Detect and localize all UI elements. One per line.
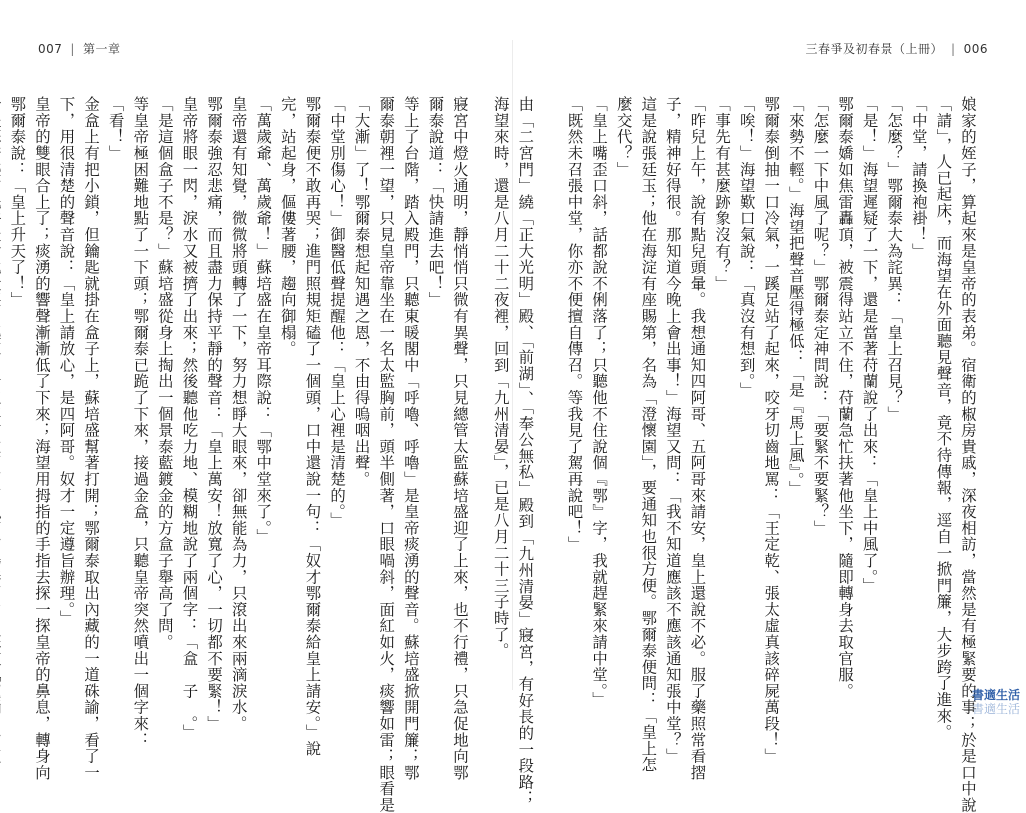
text-column: 「中堂，請換袍褂！」	[909, 96, 928, 259]
page-number: 007	[38, 42, 63, 56]
text-column: 「唉！」海望歎口氣說：「真沒有想到。」	[737, 96, 756, 398]
header-separator: |	[70, 42, 75, 56]
text-column: 海望來時，還是八月二十二夜裡，回到「九州清晏」，已是八月二十三子時了。	[491, 96, 510, 659]
text-column: 「來勢不輕。」海望把聲音壓得極低：「是『馬上風』。」	[786, 96, 805, 497]
text-column: 完，站起身，傴僂著腰，趨向御榻。	[278, 96, 297, 357]
text-column: 由「二宮門」繞「正大光明」殿、「前湖」、「奉公無私」殿到「九州清晏」寢宮，有好長的一段路；	[516, 96, 535, 807]
right-page-header	[806, 40, 988, 57]
text-column: 鄂爾泰強忍悲痛，而且盡力保持平靜的聲音：「皇上萬安！放寬了心，一切都不要緊！」	[205, 96, 224, 732]
text-column: 子，精神好得很。那知道今晚上會出事！」海望又問：「我不知道應該不應該通知張中堂？」	[663, 96, 682, 765]
text-column: 鄂爾泰便不敢再哭；進門照規矩磕了一個頭，口中還說一句：「奴才鄂爾泰給皇上請安。」說	[303, 96, 322, 757]
text-column: 「萬歲爺、萬歲爺！」蘇培盛在皇帝耳際說：「鄂中堂來了。」	[254, 96, 273, 545]
publisher-logo-reflection: 書適生活	[971, 702, 1020, 716]
text-column: 「看！」	[106, 96, 125, 162]
text-column: 爾泰說道：「快請進去吧！」	[426, 96, 445, 308]
left-page-body-text	[8, 96, 472, 813]
text-column: 「事先有甚麼跡象沒有？」	[713, 96, 732, 292]
text-column: 爾泰朝裡一望，只見皇帝靠坐在一名太監胸前，頭半側著，口眼喎斜，面紅如火，痰響如雷；眼看是	[377, 96, 396, 813]
text-column: 「昨兒上午，說有點兒頭暈。我想通知四阿哥、五阿哥來請安，皇上還說不必。服了藥照常看摺	[688, 96, 707, 781]
publisher-logo-line: 書適生活	[971, 688, 1020, 702]
text-column: 皇帝的雙眼合上了；痰湧的響聲漸漸低了下來；海望用拇指的手指去探一探皇帝的鼻息，轉身向	[32, 96, 51, 781]
book-title: 三春爭及初春景（上冊）	[805, 42, 944, 56]
text-column: 麼交代？」	[614, 96, 633, 178]
right-page	[491, 0, 1026, 813]
text-column: 「是！」海望遲疑了一下，還是當著苻蘭說了出來：「皇上中風了。」	[860, 96, 879, 594]
text-column: 金盒上有把小鎖，但鑰匙就掛在盒子上，蘇培盛幫著打開；鄂爾泰取出內藏的一道硃諭，看了一	[82, 96, 101, 781]
text-column: 等皇帝極困難地點了一下頭；鄂爾泰已跪了下來，接過金盒，只聽皇帝突然噴出一個字來：	[131, 96, 150, 748]
text-column: 娘家的姪子，算起來是皇帝的表弟。宿衛的椒房貴戚，深夜相訪，當然是有極緊要的事；於是口中說	[959, 96, 977, 813]
text-column: 等上了台階，踏入殿門，只聽東暖閣中「呼嚕、呼嚕」是皇帝痰湧的聲音。蘇培盛掀開門簾；鄂	[401, 96, 420, 781]
text-column: 鄂爾泰說：「皇上升天了！」	[8, 96, 27, 308]
text-column: 「大漸」了！鄂爾泰想起知遇之恩，不由得嗚咽出聲。	[352, 96, 371, 488]
text-column: 「既然未召張中堂，你亦不便擅自傳召。等我見了駕再說吧！」	[565, 96, 584, 553]
page-number: 006	[963, 42, 988, 56]
text-column: 「中堂別傷心！」御醫低聲提醒他：「皇上心裡是清楚的。」	[328, 96, 347, 529]
text-column	[537, 96, 562, 668]
right-page-body-text	[491, 96, 980, 813]
text-column: 「皇上嘴歪口斜，話都說不俐落了；只聽他不住說個『鄂』字，我就趕緊來請中堂。」	[590, 96, 609, 708]
text-column: 下，用很清楚的聲音說：「皇上請放心，是四阿哥。奴才一定遵旨辦理。」	[57, 96, 76, 627]
text-column: 皇帝將眼一閃，淚水又被擠了出來；然後聽他吃力地、模糊地說了兩個字：「盒 子 。」	[180, 96, 199, 741]
text-column	[0, 96, 5, 668]
text-column: 「是這個盒子不是？」蘇培盛從身上掏出一個景泰藍鍍金的方盒子舉高了問。	[155, 96, 174, 651]
text-column: 「怎麼一下中風了呢？」鄂爾泰定神問說：「要緊不要緊？」	[811, 96, 830, 537]
text-column: 「怎麼？」鄂爾泰大為詫異：「皇上召見？」	[885, 96, 904, 422]
publisher-logo	[972, 688, 1020, 716]
text-column: 這是說張廷玉；他在海淀有座賜第，名為「澄懷園」，要通知也很方便。鄂爾泰便問：「皇上怎	[639, 96, 658, 773]
text-column: 寢宮中燈火通明，靜悄悄只微有異聲，只見總管太監蘇培盛迎了上來，也不行禮，只急促地向鄂	[451, 96, 469, 781]
text-column: 鄂爾泰嬌如焦雷轟頂，被震得站立不住，苻蘭急忙扶著他坐下，隨即轉身去取官服。	[836, 96, 855, 700]
chapter-title: 第一章	[82, 42, 121, 56]
text-column: 「請」，人已起床，而海望在外面聽見聲音，竟不待傳報，逕自一掀門簾，大步跨了進來。	[934, 96, 953, 741]
header-separator: |	[951, 42, 956, 56]
left-page-header	[38, 40, 120, 57]
text-column: 皇帝還有知覺，微微將頭轉了一下，努力想睜大眼來，卻無能為力，只滾出來兩滴淚水。	[229, 96, 248, 732]
text-column: 鄂爾泰倒抽一口冷氣，一蹊足站了起來，咬牙切齒地罵：「王定乾、張太虛真該碎屍萬段！」	[762, 96, 781, 765]
